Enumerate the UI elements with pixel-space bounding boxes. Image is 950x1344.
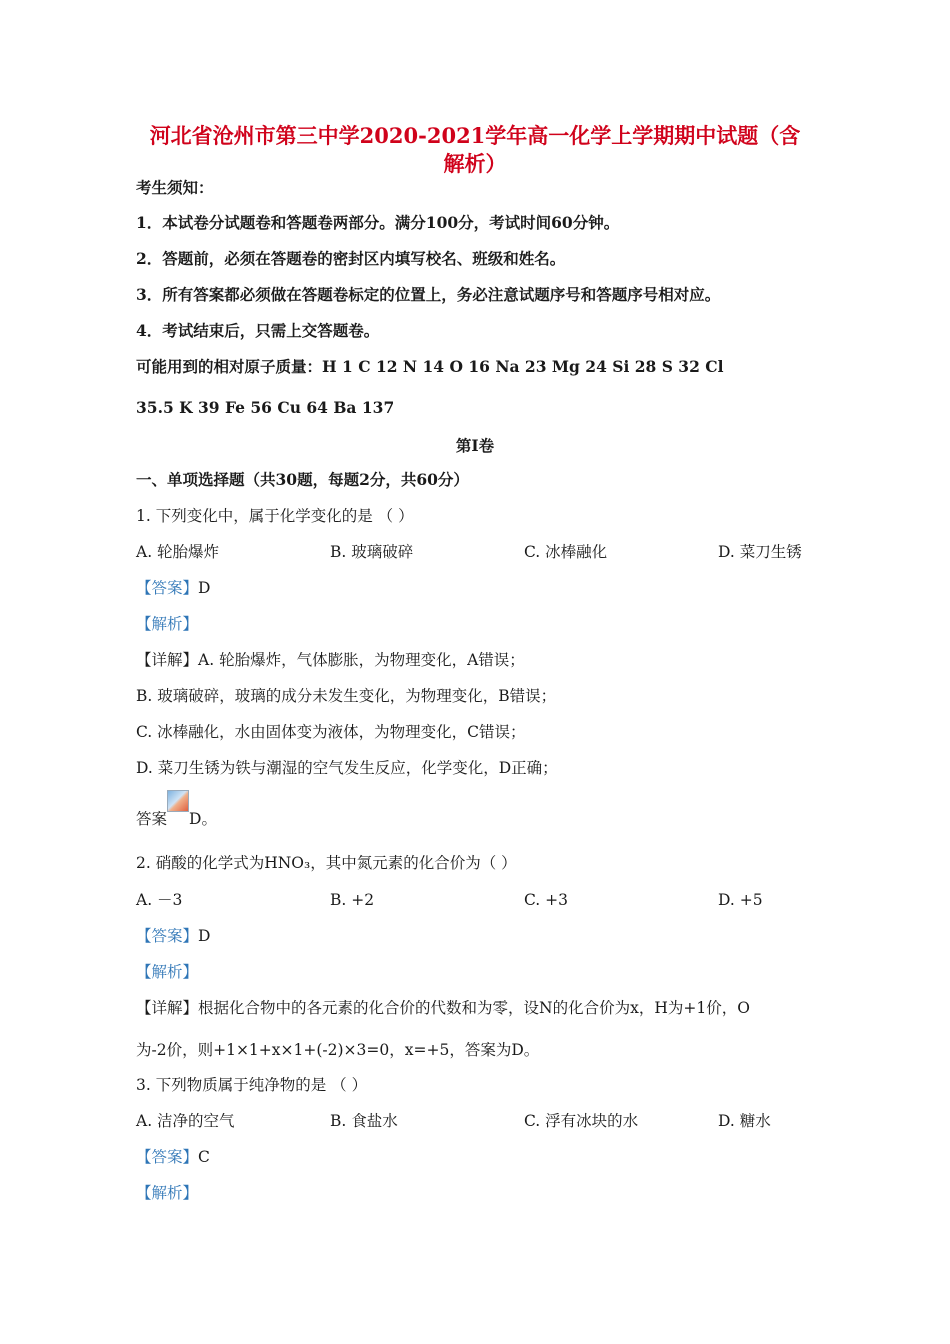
notice-item: 2．答题前，必须在答题卷的密封区内填写校名、班级和姓名。 <box>136 249 566 268</box>
option-c: C. 浮有冰块的水 <box>524 1112 639 1130</box>
analysis-tag: 【解析】 <box>136 615 199 633</box>
detail-line <box>136 650 525 670</box>
option-d: D. 糖水 <box>718 1112 771 1130</box>
detail-line: B. 玻璃破碎，玻璃的成分未发生变化，为物理变化，B错误； <box>136 687 557 705</box>
answer-line <box>136 926 210 946</box>
option-a: A. 洁净的空气 <box>136 1112 235 1130</box>
option-a: A. 轮胎爆炸 <box>136 543 220 561</box>
option-c: C. +3 <box>524 891 569 909</box>
broken-image-icon <box>167 790 189 812</box>
section-title: 一、单项选择题（共30题，每题2分，共60分） <box>136 470 469 489</box>
answer-value: C <box>198 1148 210 1166</box>
notice-item: 3．所有答案都必须做在答题卷标定的位置上，务必注意试题序号和答题序号相对应。 <box>136 285 721 304</box>
question-stem: 1. 下列变化中，属于化学变化的是 （ ） <box>136 507 414 525</box>
detail-line: D. 菜刀生锈为铁与潮湿的空气发生反应，化学变化，D正确； <box>136 759 558 777</box>
detail-text: A. 轮胎爆炸，气体膨胀，为物理变化，A错误； <box>198 651 525 669</box>
answer-line <box>136 1147 210 1167</box>
document-title-line-1: 河北省沧州市第三中学2020-2021学年高一化学上学期期中试题（含 <box>149 123 801 148</box>
option-c: C. 冰棒融化 <box>524 543 608 561</box>
volume-title: 第Ⅰ卷 <box>455 436 495 455</box>
notice-item: 4．考试结束后，只需上交答题卷。 <box>136 321 380 340</box>
answer-tag: 【答案】 <box>136 927 199 945</box>
option-b: B. +2 <box>330 891 375 909</box>
detail-tag: 【详解】 <box>136 651 199 669</box>
detail-line <box>136 998 750 1018</box>
option-d: D. +5 <box>718 891 763 909</box>
analysis-tag: 【解析】 <box>136 963 199 981</box>
answer-line <box>136 578 210 598</box>
conclusion-line <box>136 804 217 829</box>
option-d: D. 菜刀生锈 <box>718 543 802 561</box>
atomic-masses-line-2: 35.5 K 39 Fe 56 Cu 64 Ba 137 <box>136 398 395 417</box>
question-stem: 2. 硝酸的化学式为HNO₃，其中氮元素的化合价为（ ） <box>136 854 517 872</box>
conclusion-prefix: 答案 <box>136 810 168 828</box>
atomic-masses-line-1: 可能用到的相对原子质量：H 1 C 12 N 14 O 16 Na 23 Mg 24 Si 28 S 32 Cl <box>136 357 724 376</box>
answer-tag: 【答案】 <box>136 1148 199 1166</box>
detail-line: C. 冰棒融化，水由固体变为液体，为物理变化，C错误； <box>136 723 526 741</box>
detail-text: 根据化合物中的各元素的化合价的代数和为零，设N的化合价为x，H为+1价，O <box>198 999 750 1017</box>
option-b: B. 玻璃破碎 <box>330 543 414 561</box>
conclusion-suffix: D。 <box>189 810 217 828</box>
answer-tag: 【答案】 <box>136 579 199 597</box>
option-a: A. －3 <box>136 891 183 909</box>
answer-value: D <box>198 927 211 945</box>
document-title-line-2: 解析） <box>443 151 507 176</box>
option-b: B. 食盐水 <box>330 1112 398 1130</box>
answer-value: D <box>198 579 211 597</box>
detail-line: 为-2价，则+1×1+x×1+(-2)×3=0，x=+5，答案为D。 <box>136 1041 540 1059</box>
question-stem: 3. 下列物质属于纯净物的是 （ ） <box>136 1076 368 1094</box>
notice-heading: 考生须知： <box>136 178 214 197</box>
notice-item: 1．本试卷分试题卷和答题卷两部分。满分100分，考试时间60分钟。 <box>136 213 620 232</box>
detail-tag: 【详解】 <box>136 999 199 1017</box>
analysis-tag: 【解析】 <box>136 1184 199 1202</box>
